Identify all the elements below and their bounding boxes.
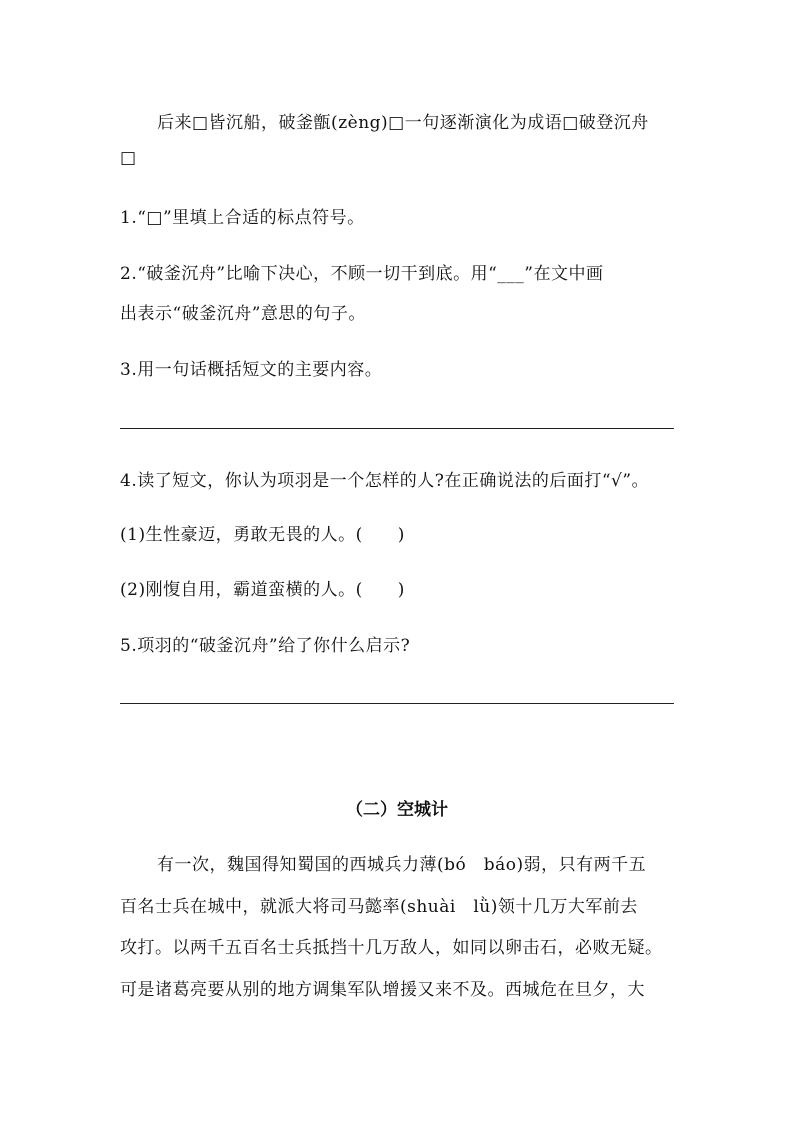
passage-line-2: □ — [120, 148, 137, 168]
question-4-option-2: (2)刚愎自用，霸道蛮横的人。( ) — [120, 580, 405, 600]
question-4-option-1: (1)生性豪迈，勇敢无畏的人。( ) — [120, 525, 405, 545]
story-line-2: 百名士兵在城中，就派大将司马懿率(shuài lǜ)领十几万大军前去 — [120, 897, 638, 917]
section-title: （二）空城计 — [346, 800, 448, 820]
story-line-4: 可是诸葛亮要从别的地方调集军队增援又来不及。西城危在旦夕，大 — [120, 980, 645, 1000]
question-1: 1.“□”里填上合适的标点符号。 — [120, 208, 365, 228]
question-2-line-2: 出表示“破釜沉舟”意思的句子。 — [120, 304, 366, 324]
story-line-1: 有一次，魏国得知蜀国的西城兵力薄(bó báo)弱，只有两千五 — [157, 855, 647, 875]
answer-line-q5[interactable] — [120, 703, 674, 704]
question-3: 3.用一句话概括短文的主要内容。 — [120, 360, 383, 380]
question-5: 5.项羽的“破釜沉舟”给了你什么启示? — [120, 636, 411, 656]
story-line-3: 攻打。以两千五百名士兵抵挡十几万敌人，如同以卵击石，必败无疑。 — [120, 938, 663, 958]
answer-line-q3[interactable] — [120, 428, 674, 429]
passage-line-1: 后来□皆沉船，破釜甑(zèng)□一句逐渐演化为成语□破登沉舟 — [157, 113, 649, 133]
question-4: 4.读了短文，你认为项羽是一个怎样的人?在正确说法的后面打“√”。 — [120, 471, 650, 491]
question-2-line-1: 2.“破釜沉舟”比喻下决心，不顾一切干到底。用“___”在文中画 — [120, 264, 604, 284]
